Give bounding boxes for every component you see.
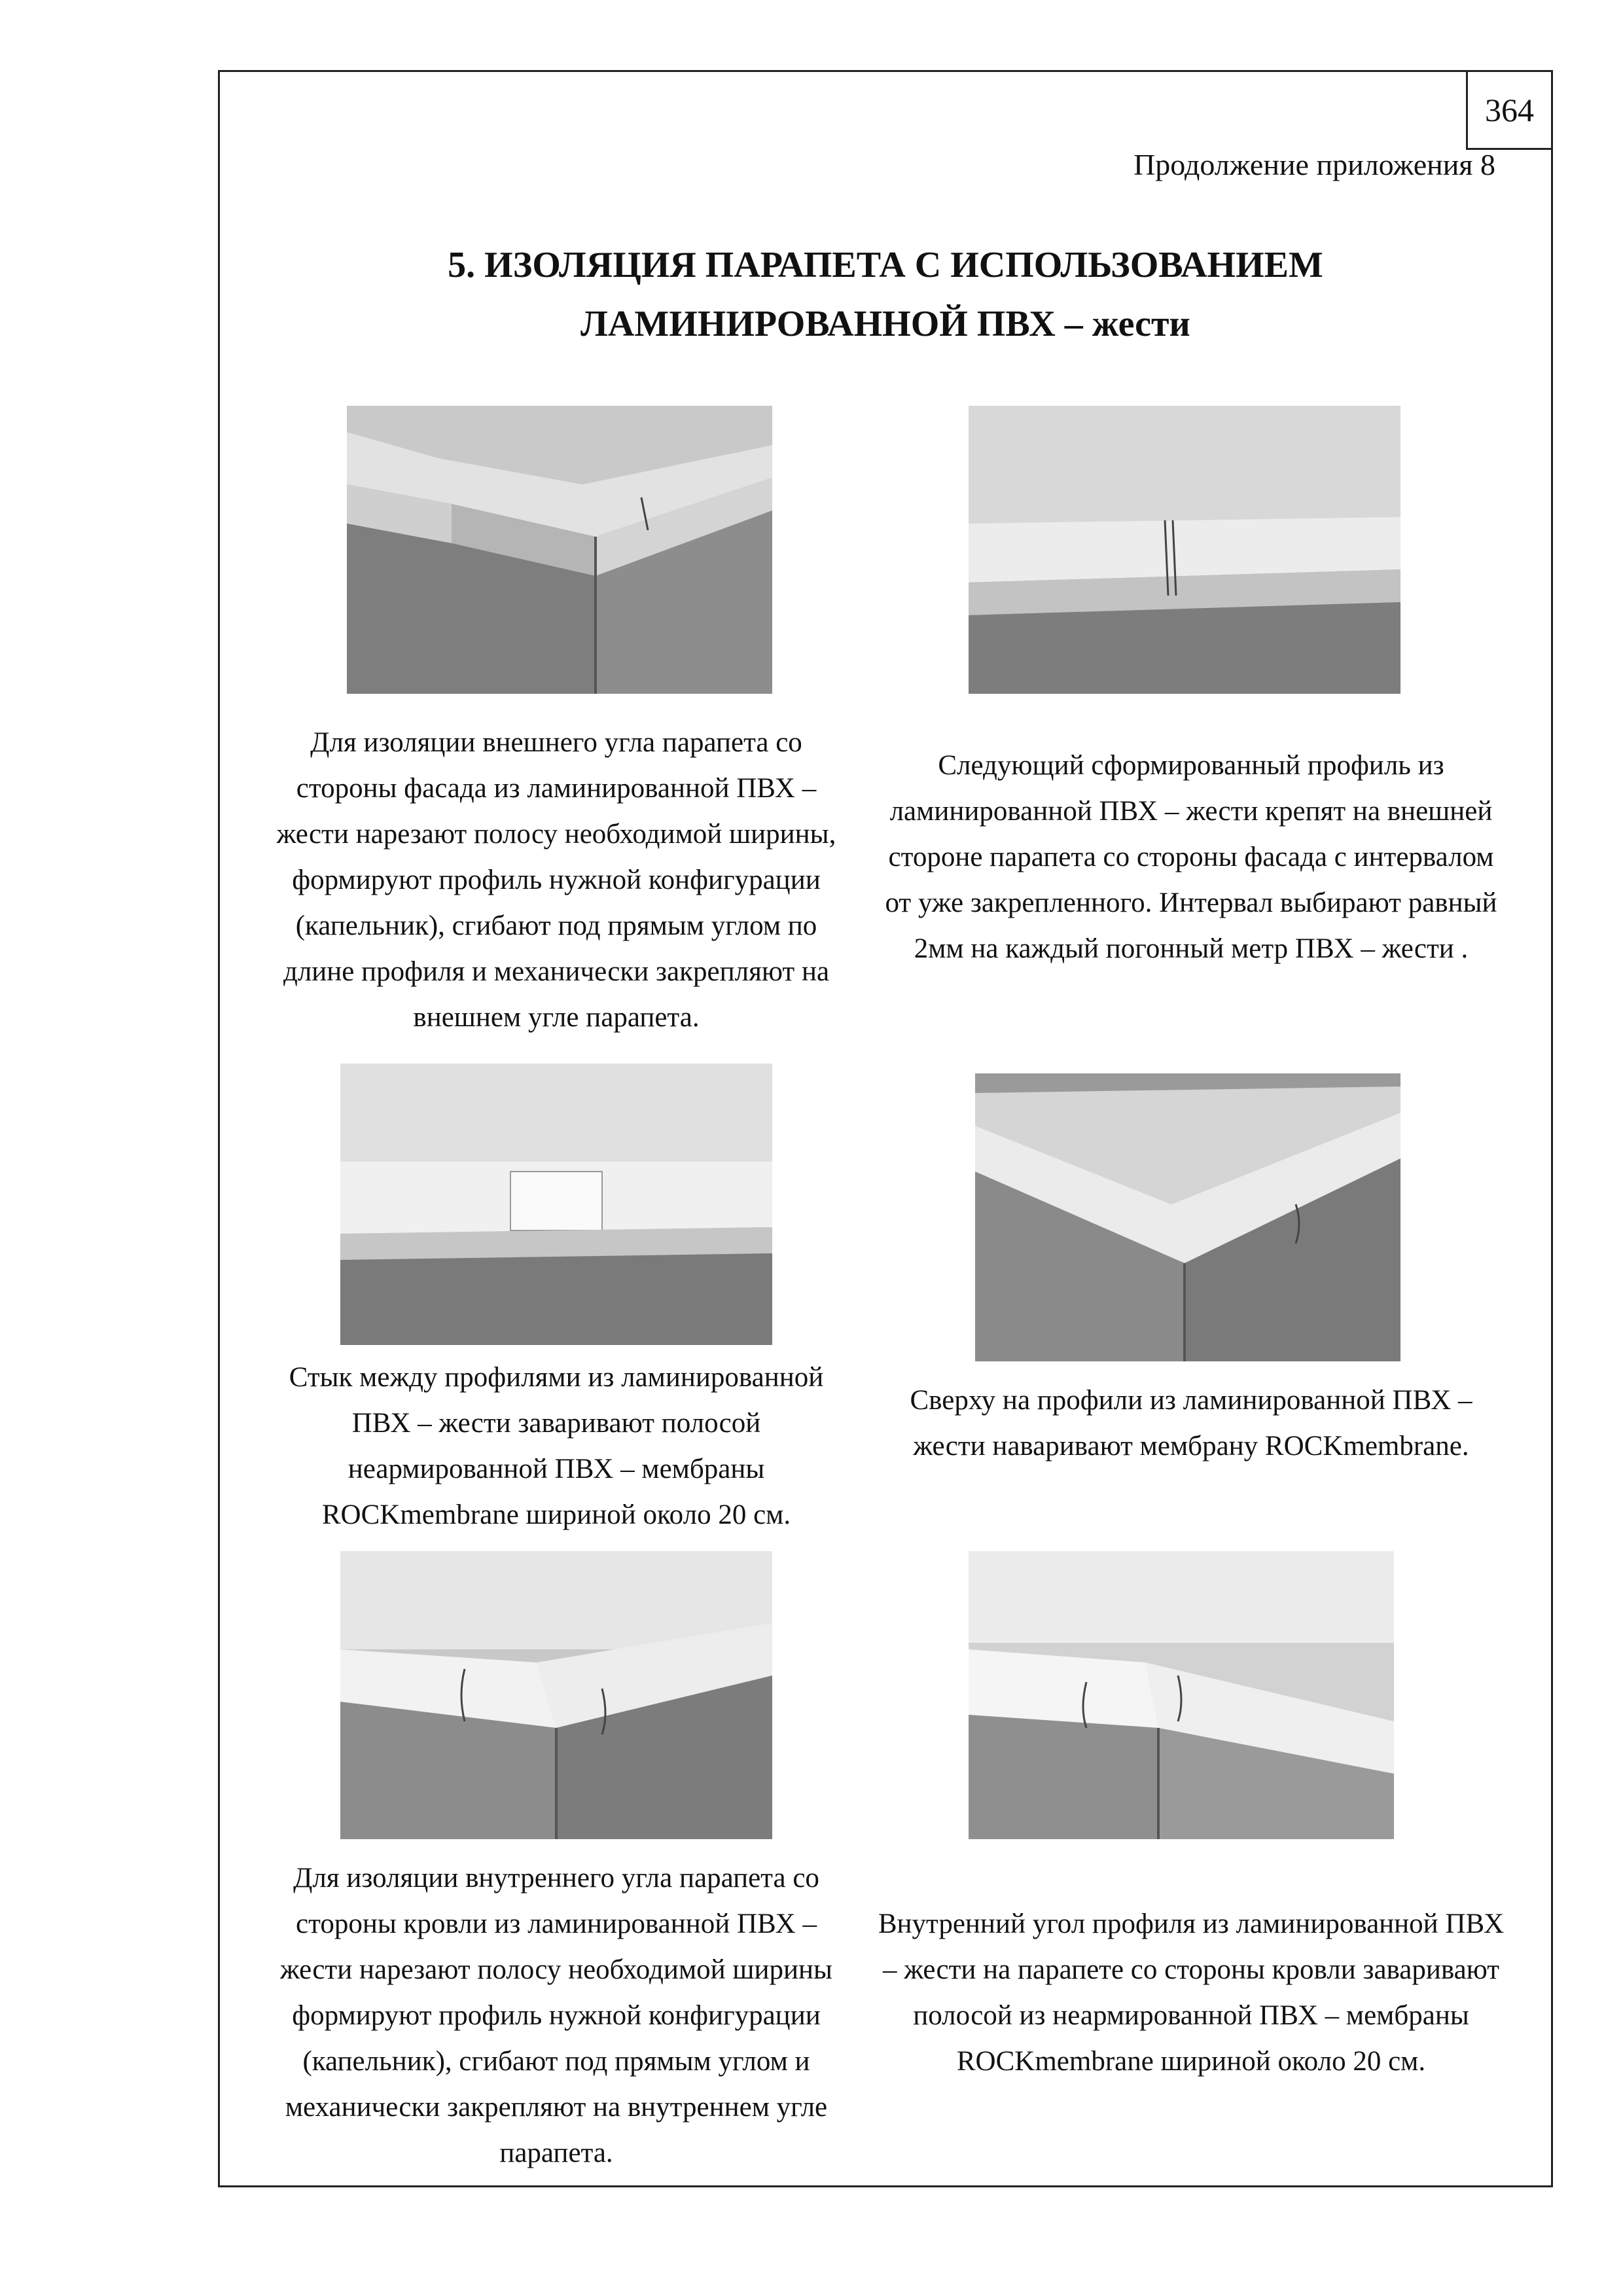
photo-second-profile-gap (969, 406, 1400, 694)
caption-membrane-on-top: Сверху на профили из ламинированной ПВХ – жести наваривают мембрану ROCKmembrane. (910, 1385, 1472, 1462)
caption-internal-corner: Для изоляции внутреннего угла парапета со стороны кровли из ламинированной ПВХ – жести нарезают полосу необходимой ширины формируют профиль нужной конфигурации (капельник), сгибают под прямым углом и механически закрепляют на внутреннем угле парапета. (280, 1863, 832, 2168)
section-title-line1: 5. ИЗОЛЯЦИЯ ПАРАПЕТА С ИСПОЛЬЗОВАНИЕМ (448, 245, 1323, 285)
photo-joint-weld-strip (340, 1064, 772, 1345)
caption-internal-corner-welded: Внутренний угол профиля из ламинированной ПВХ – жести на парапете со стороны кровли заваривают полосой из неармированной ПВХ – мембраны ROCKmembrane шириной около 20 см. (878, 1909, 1505, 2077)
caption-second-profile: Следующий сформированный профиль из ламинированной ПВХ – жести крепят на внешней стороне парапета со стороны фасада с интервалом от уже закрепленного. Интервал выбирают равный 2мм на каждый погонный метр ПВХ – жести . (885, 750, 1497, 964)
caption-external-corner: Для изоляции внешнего угла парапета со стороны фасада из ламинированной ПВХ – жести нарезают полосу необходимой ширины, формируют профиль нужной конфигурации (капельник), сгибают под прямым углом по длине профиля и механически закрепляют на внешнем угле парапета. (276, 727, 836, 1033)
section-title-line2: ЛАМИНИРОВАННОЙ ПВХ – жести (580, 304, 1190, 344)
caption-joint-weld: Стык между профилями из ламинированной ПВХ – жести заваривают полосой неармированной ПВХ – мембраны ROCKmembrane шириной около 20 см. (289, 1362, 824, 1530)
page-number: 364 (1466, 70, 1553, 150)
photo-internal-corner-profile (340, 1551, 772, 1839)
photo-membrane-welded-on-top (975, 1073, 1400, 1361)
photo-internal-corner-welded (969, 1551, 1394, 1839)
photo-external-corner-drip-edge (347, 406, 772, 694)
section-title (218, 236, 1553, 353)
appendix-continuation: Продолжение приложения 8 (1133, 148, 1495, 181)
